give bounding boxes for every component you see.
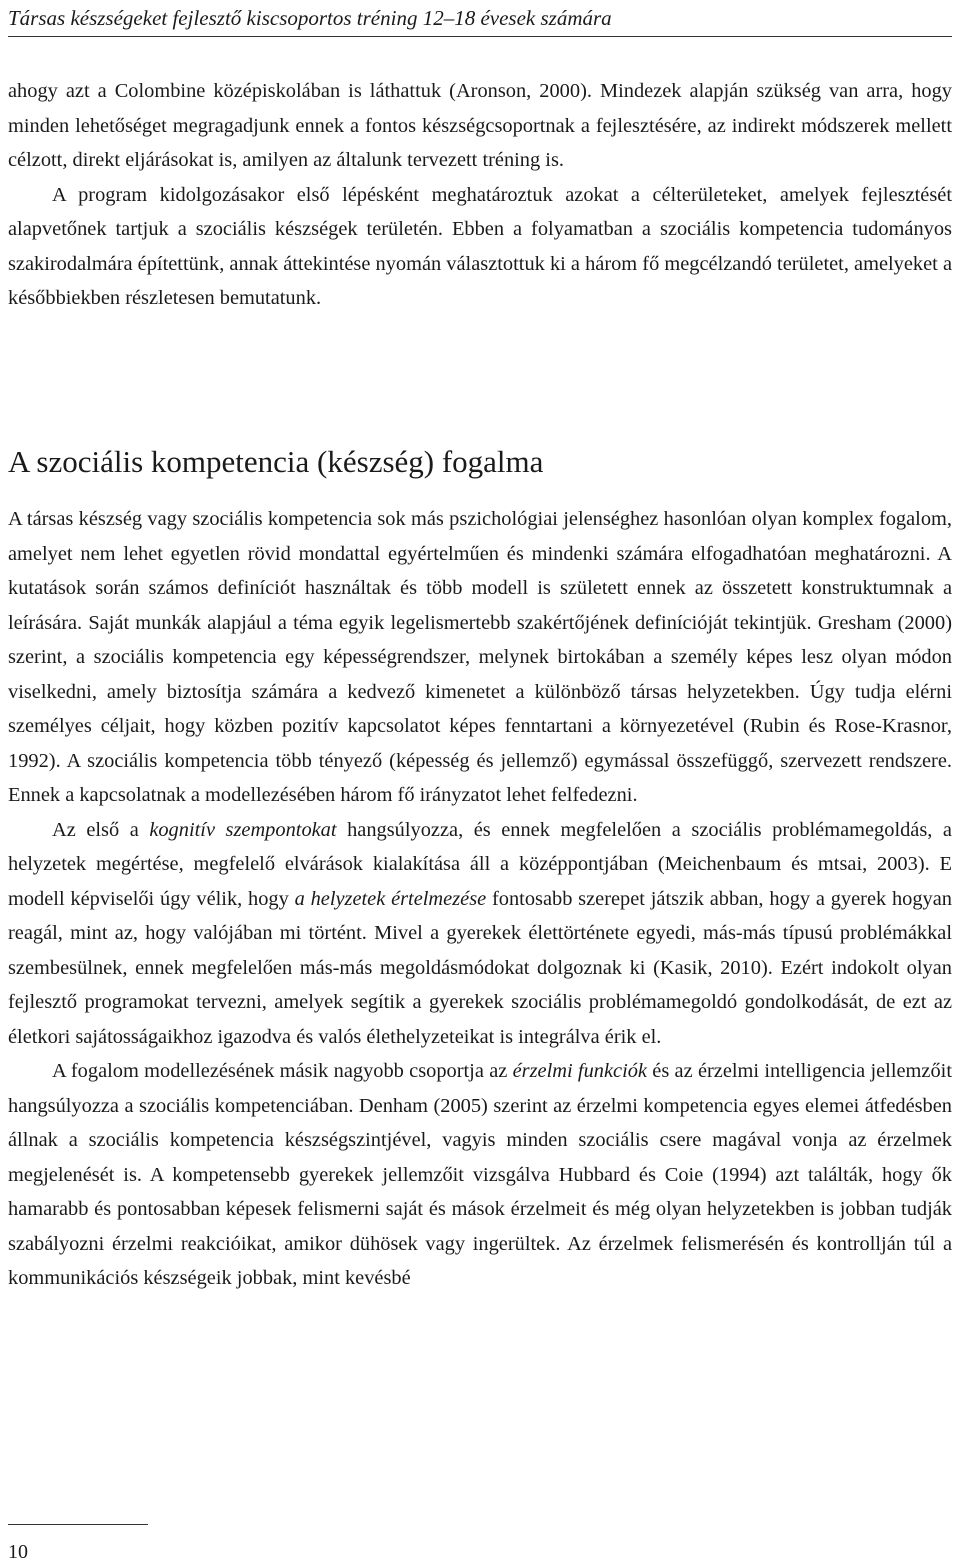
text-run: és az érzelmi intelligencia jellemzőit hangsúlyozza a szociális kompetenciában. Denham (2005) szerint az érzelmi kompetencia egyes elemei átfedésben állnak a szociális kompetencia készségszintjével, vagyis minden szociális csere magával vonja az érzelmek megjelenését is. A kompetensebb gyerekek jellemzőit vizsgálva Hubbard és Coie (1994) azt találták, hogy ők hamarabb és pontosabban képesek felismerni saját és mások érzelmeit és még olyan helyzetekben is jobban tudják szabályozni érzelmi reakcióikat, amikor dühösek vagy ingerültek. Az érzelmek felismerésén és kontrollján túl a kommunikációs készségeik jobbak, mint kevésbé — [8, 1060, 952, 1289]
section-title: A szociális kompetencia (készség) fogalma — [8, 444, 544, 479]
emphasis: érzelmi funkciók — [512, 1060, 647, 1082]
paragraph — [8, 813, 952, 1055]
emphasis: kognitív szempontokat — [149, 818, 337, 841]
paragraph — [8, 1054, 952, 1296]
text-run: A fogalom modellezésének másik nagyobb csoportja az — [52, 1060, 513, 1082]
text-run: Az első a — [52, 818, 150, 841]
intro-text — [8, 74, 952, 316]
text-run: hangsúlyozza, és ennek megfelelően a szociális problémamegoldás, a helyzetek megértése, megfelelő elvárások kialakítása áll a középpontjában (Meichenbaum és mtsai, 2003). E modell képviselői úgy vélik, hogy — [8, 818, 952, 910]
text-run: fontosabb szerepet játszik abban, hogy a gyerek hogyan reagál, mint az, hogy valójában mi történt. Mivel a gyerekek élettörténete egyedi, más-más típusú problémákkal szembesülnek, ennek megfelelően más-más megoldásmódokat dolgoznak ki (Kasik, 2010). Ezért indokolt olyan fejlesztő programokat tervezni, amelyek segítik a gyerekek szociális problémamegoldó gondolkodását, de ezt az életkori sajátosságaikhoz igazodva és valós élethelyzeteikat is integrálva érik el. — [8, 887, 952, 1048]
emphasis: a helyzetek értelmezése — [294, 887, 487, 910]
paragraph: A program kidolgozásakor első lépésként meghatároztuk azokat a célterületeket, amelyek fejlesztését alapvetőnek tartjuk a szociális készségek területén. Ebben a folyamatban a szociális kompetencia tudományos szakirodalmára építettünk, annak áttekintése nyomán választottuk ki a három fő megcélzandó területet, amelyeket a későbbiekben részletesen bemutatunk. — [8, 183, 952, 309]
paragraph: ahogy azt a Colombine középiskolában is láthattuk (Aronson, 2000). Mindezek alapján szükség van arra, hogy minden lehetőséget megragadjunk ennek a fontos készségcsoportnak a fejlesztésére, az indirekt módszerek mellett célzott, direkt eljárásokat is, amilyen az általunk tervezett tréning is. — [8, 80, 952, 171]
running-header: Társas készségeket fejlesztő kiscsoportos tréning 12–18 évesek számára — [8, 4, 952, 37]
page-number: 10 — [8, 1541, 28, 1563]
footnote-divider — [8, 1524, 148, 1525]
paragraph: A társas készség vagy szociális kompetencia sok más pszichológiai jelenséghez hasonlóan olyan komplex fogalom, amelyet nem lehet egyetlen rövid mondattal egyértelműen és mindenki számára elfogadhatóan meghatározni. A kutatások során számos definíciót használtak és több modell is született ennek az összetett konstruktumnak a leírására. Saját munkák alapjául a téma egyik legelismertebb szakértőjének definícióját tekintjük. Gresham (2000) szerint, a szociális kompetencia egy képességrendszer, melynek birtokában a személy képes lesz olyan módon viselkedni, amely biztosítja számára a kedvező kimenetet a különböző társas helyzetekben. Úgy tudja elérni személyes céljait, hogy közben pozitív kapcsolatot képes fenntartani a környezetével (Rubin és Rose-Krasnor, 1992). A szociális kompetencia több tényező (képesség és jellemző) egymással összefüggő, szervezett rendszere. Ennek a kapcsolatnak a modellezésében három fő irányzatot lehet felfedezni. — [8, 508, 952, 806]
section-body — [8, 502, 952, 1296]
